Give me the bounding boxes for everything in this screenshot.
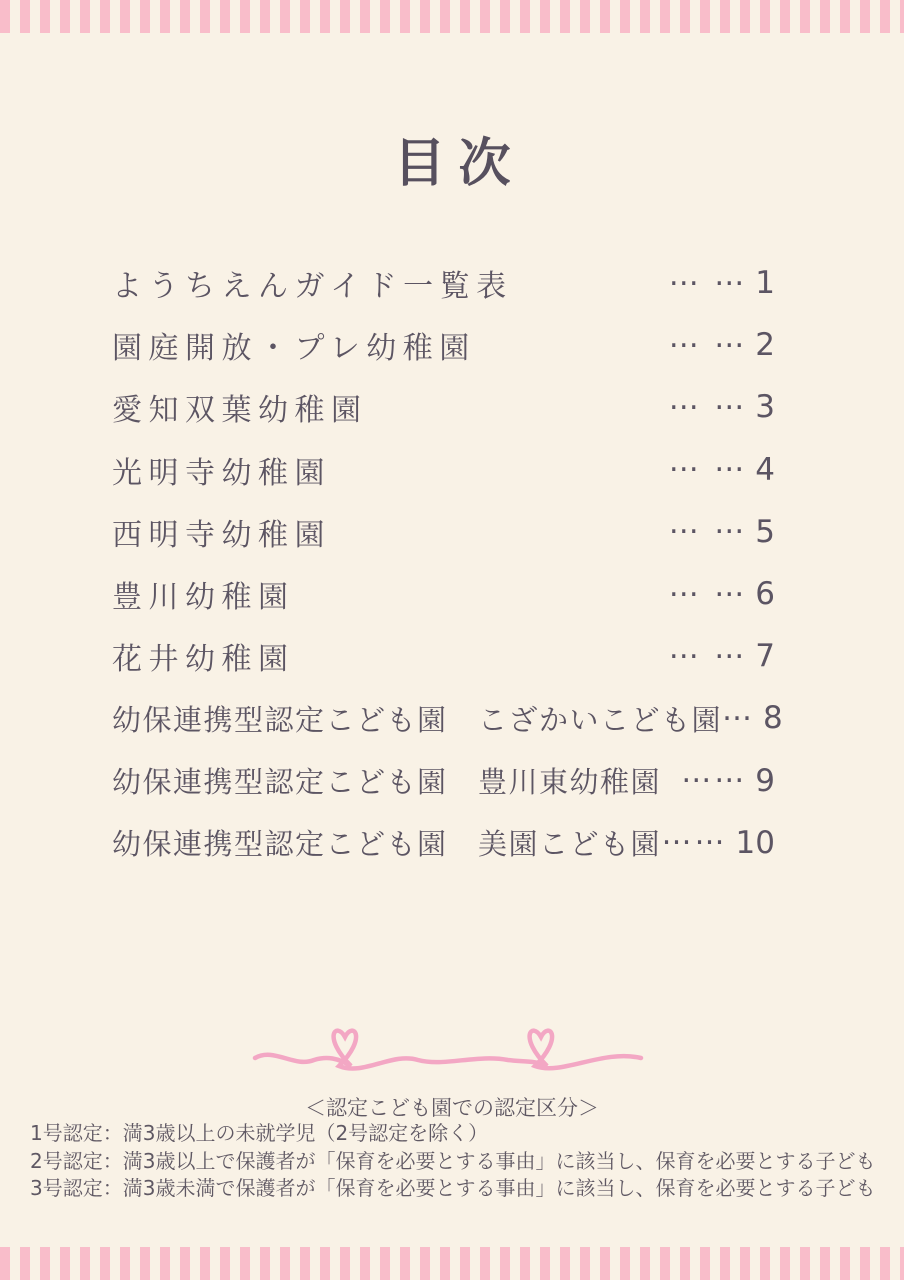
footer-line-1: 1号認定：満3歳以上の未就学児（2号認定を除く） [30, 1121, 489, 1145]
toc-row[interactable] [112, 501, 775, 563]
toc-row[interactable] [112, 563, 775, 625]
page-title: 目次 [393, 133, 524, 194]
toc-entry-label: 幼保連携型認定こども園 豊川東幼稚園 [112, 765, 662, 800]
toc-leader-dots: …… [661, 817, 728, 853]
toc-row[interactable] [112, 625, 775, 687]
table-of-contents [112, 252, 783, 874]
footer-line-2: 2号認定：満3歳以上で保護者が「保育を必要とする事由」に該当し、保育を必要とする子ども [30, 1148, 876, 1173]
top-border-stripes [0, 0, 904, 33]
toc-entry-label: 花井幼稚園 [112, 642, 295, 678]
toc-page-number: 9 [755, 762, 775, 799]
footer-line-3: 3号認定：満3歳未満で保護者が「保育を必要とする事由」に該当し、保育を必要とする子ども [30, 1176, 876, 1200]
toc-entry-label: 西明寺幼稚園 [112, 517, 331, 553]
toc-leader-dots: … … [668, 630, 748, 666]
toc-leader-dots: … … [668, 568, 748, 604]
toc-page-number: 1 [755, 265, 775, 302]
toc-row[interactable] [112, 812, 775, 874]
toc-leader-dots: … [722, 692, 756, 728]
toc-leader-dots: … … [668, 506, 748, 542]
toc-page-number: 3 [755, 389, 775, 426]
toc-page-number: 4 [755, 451, 775, 488]
toc-page-number: 10 [735, 824, 775, 861]
toc-page-number: 2 [755, 327, 775, 364]
toc-entry-label: 光明寺幼稚園 [112, 455, 331, 491]
toc-page-number: 8 [763, 700, 783, 737]
toc-entry-label: 園庭開放・プレ幼稚園 [112, 331, 476, 367]
toc-leader-dots: …… [681, 755, 748, 791]
footer-certification-notes [30, 1120, 890, 1203]
toc-entry-label: ようちえんガイド一覧表 [112, 269, 513, 305]
toc-entry-label: 幼保連携型認定こども園 美園こども園 [112, 827, 662, 862]
toc-leader-dots: … … [668, 319, 748, 355]
toc-row[interactable] [112, 314, 775, 376]
toc-leader-dots: … … [668, 257, 748, 293]
toc-entry-label: 幼保連携型認定こども園 こざかいこども園 [112, 702, 723, 737]
toc-leader-dots: … … [668, 381, 748, 417]
toc-row[interactable] [112, 376, 775, 438]
toc-entry-label: 豊川幼稚園 [112, 580, 295, 616]
footer-heading: ＜認定こども園での認定区分＞ [305, 1096, 599, 1120]
toc-page-number: 5 [755, 513, 775, 550]
toc-row[interactable] [112, 439, 775, 501]
toc-row[interactable] [112, 252, 775, 314]
toc-row[interactable] [112, 750, 775, 812]
toc-row[interactable] [112, 687, 783, 749]
bottom-border-stripes [0, 1247, 904, 1280]
heart-squiggle-divider [252, 1022, 644, 1078]
toc-page-number: 7 [755, 638, 775, 675]
toc-entry-label: 愛知双葉幼稚園 [112, 393, 368, 429]
toc-page-number: 6 [755, 576, 775, 613]
toc-leader-dots: … … [668, 444, 748, 480]
